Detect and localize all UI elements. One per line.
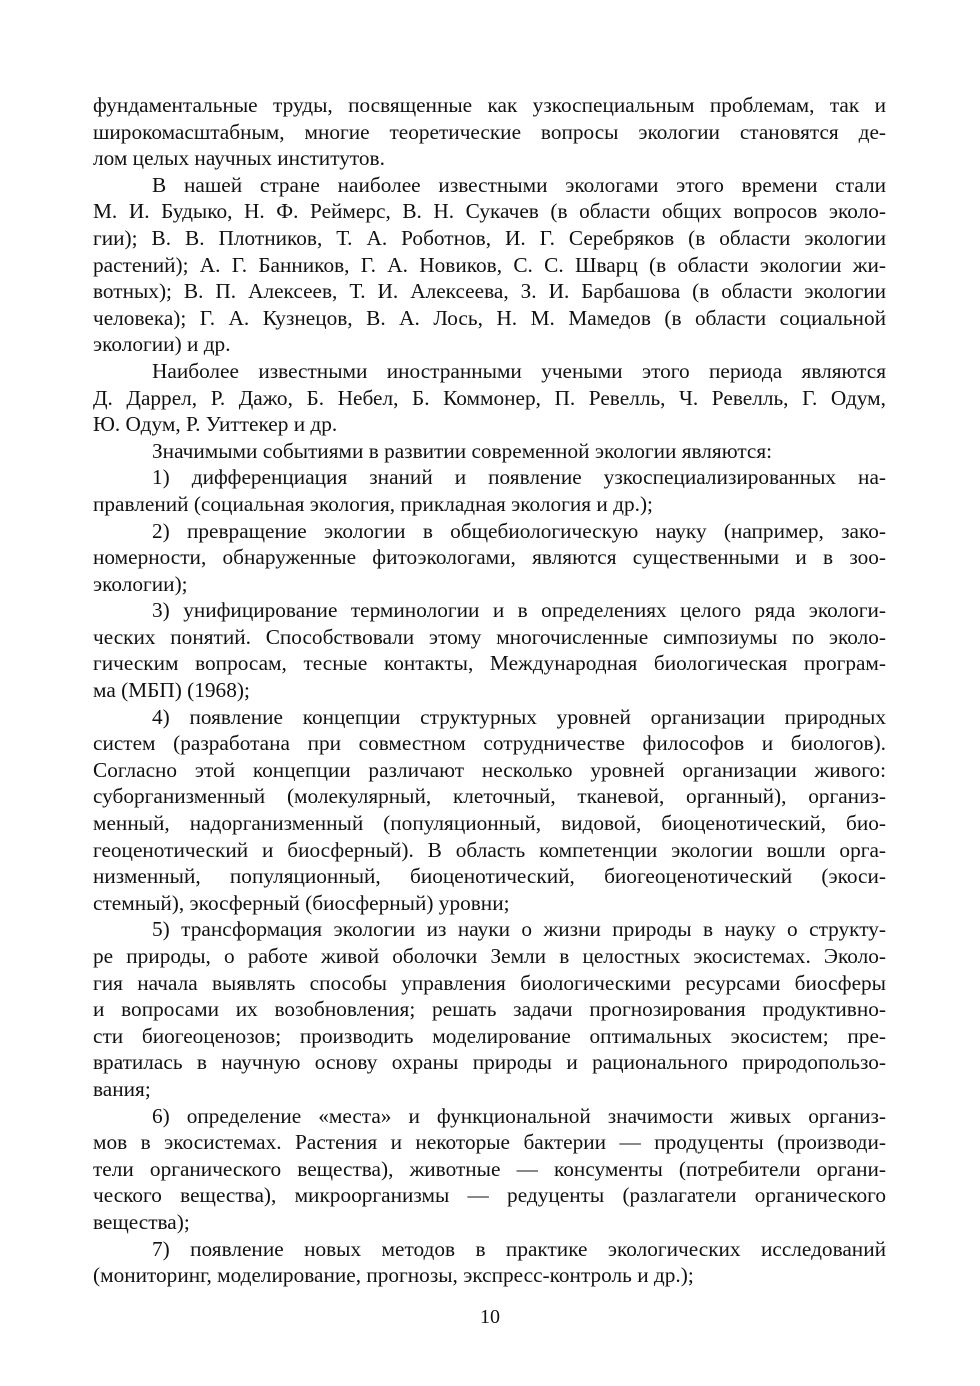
text-line: геоценотический и биосферный). В область компетенции экологии вошли орга-: [93, 837, 886, 862]
text-line: широкомасштабным, многие теоретические вопросы экологии становятся де-: [93, 119, 886, 144]
text-line: В нашей стране наиболее известными экологами этого времени стали: [152, 172, 886, 197]
text-line: номерности, обнаруженные фитоэкологами, являются существенными и в зоо-: [93, 545, 886, 570]
text-line: тели органического вещества), животные — консументы (потребители органи-: [93, 1156, 886, 1181]
text-line: стемный), экосферный (биосферный) уровни;: [93, 890, 510, 915]
page-number: 10: [480, 1306, 500, 1328]
text-line: гия начала выявлять способы управления биологическими ресурсами биосферы: [93, 970, 886, 995]
text-line: мов в экосистемах. Растения и некоторые бактерии — продуценты (производи-: [93, 1130, 886, 1155]
text-line: лом целых научных институтов.: [93, 146, 385, 171]
text-line: 4) появление концепции структурных уровней организации природных: [152, 704, 886, 729]
text-line: Значимыми событиями в развитии современной экологии являются:: [152, 438, 773, 463]
paragraph: [93, 704, 886, 917]
paragraph: [93, 464, 886, 517]
text-line: гии); В. В. Плотников, Т. А. Роботнов, И. Г. Серебряков (в области экологии: [93, 225, 886, 250]
paragraph: [93, 92, 886, 172]
text-line: 5) трансформация экологии из науки о жизни природы в науку о структу-: [152, 917, 886, 942]
text-line: вратилась в научную основу охраны природы и рационального природопользо-: [93, 1050, 886, 1075]
paragraph: [93, 916, 886, 1102]
text-line: Наиболее известными иностранными учеными этого периода являются: [152, 358, 886, 383]
text-line: ческих понятий. Способствовали этому многочисленные симпозиумы по эколо-: [93, 624, 886, 649]
paragraph: [93, 518, 886, 598]
text-line: ческого вещества), микроорганизмы — редуценты (разлагатели органического: [93, 1183, 886, 1208]
text-line: вания;: [93, 1076, 151, 1101]
text-line: 7) появление новых методов в практике экологических исследований: [152, 1236, 886, 1261]
text-line: 2) превращение экологии в общебиологическую науку (например, зако-: [152, 518, 886, 543]
paragraph: [93, 1103, 886, 1236]
paragraph: [93, 1236, 886, 1289]
text-line: сти биогеоценозов; производить моделирование оптимальных экосистем; пре-: [93, 1023, 886, 1048]
paragraph: [93, 172, 886, 358]
text-line: экологии);: [93, 571, 188, 596]
text-line: ма (МБП) (1968);: [93, 678, 250, 703]
text-line: ре природы, о работе живой оболочки Земли в целостных экосистемах. Эколо-: [93, 944, 886, 968]
text-line: (мониторинг, моделирование, прогнозы, экспресс-контроль и др.);: [93, 1263, 694, 1288]
text-line: вотных); В. П. Алексеев, Т. И. Алексеева, З. И. Барбашова (в области экологии: [93, 279, 886, 304]
paragraph: [93, 597, 886, 703]
text-line: низменный, популяционный, биоценотический, биогеоценотический (экоси-: [93, 864, 886, 889]
document-page: [93, 92, 886, 1289]
text-line: Д. Даррел, Р. Дажо, Б. Небел, Б. Коммонер, П. Ревелль, Ч. Ревелль, Г. Одум,: [93, 385, 886, 410]
text-line: систем (разработана при совместном сотрудничестве философов и биологов).: [93, 731, 886, 756]
text-line: менный, надорганизменный (популяционный, видовой, биоценотический, био-: [93, 811, 886, 836]
text-line: фундаментальные труды, посвященные как узкоспециальным проблемам, так и: [93, 93, 886, 117]
text-line: 1) дифференциация знаний и появление узкоспециализированных на-: [152, 465, 886, 490]
paragraph: [93, 358, 886, 438]
text-line: человека); Г. А. Кузнецов, В. А. Лось, Н. М. Мамедов (в области социальной: [93, 305, 886, 330]
text-line: растений); А. Г. Банников, Г. А. Новиков, С. С. Шварц (в области экологии жи-: [93, 252, 886, 277]
text-line: 3) унифицирование терминологии и в определениях целого ряда экологи-: [152, 598, 886, 623]
text-line: 6) определение «места» и функциональной значимости живых организ-: [152, 1103, 886, 1128]
paragraph: [93, 438, 886, 465]
text-line: и вопросами их возобновления; решать задачи прогнозирования продуктивно-: [93, 997, 886, 1022]
text-line: вещества);: [93, 1209, 190, 1234]
text-line: Согласно этой концепции различают несколько уровней организации живого:: [93, 757, 886, 782]
text-line: М. И. Будыко, Н. Ф. Реймерс, В. Н. Сукачев (в области общих вопросов эколо-: [93, 199, 886, 224]
text-line: суборганизменный (молекулярный, клеточный, тканевой, органный), организ-: [93, 784, 886, 809]
text-line: экологии) и др.: [93, 332, 231, 357]
text-line: правлений (социальная экология, прикладная экология и др.);: [93, 491, 653, 516]
text-line: Ю. Одум, Р. Уиттекер и др.: [93, 412, 338, 437]
text-line: гическим вопросам, тесные контакты, Международная биологическая програм-: [93, 651, 886, 676]
